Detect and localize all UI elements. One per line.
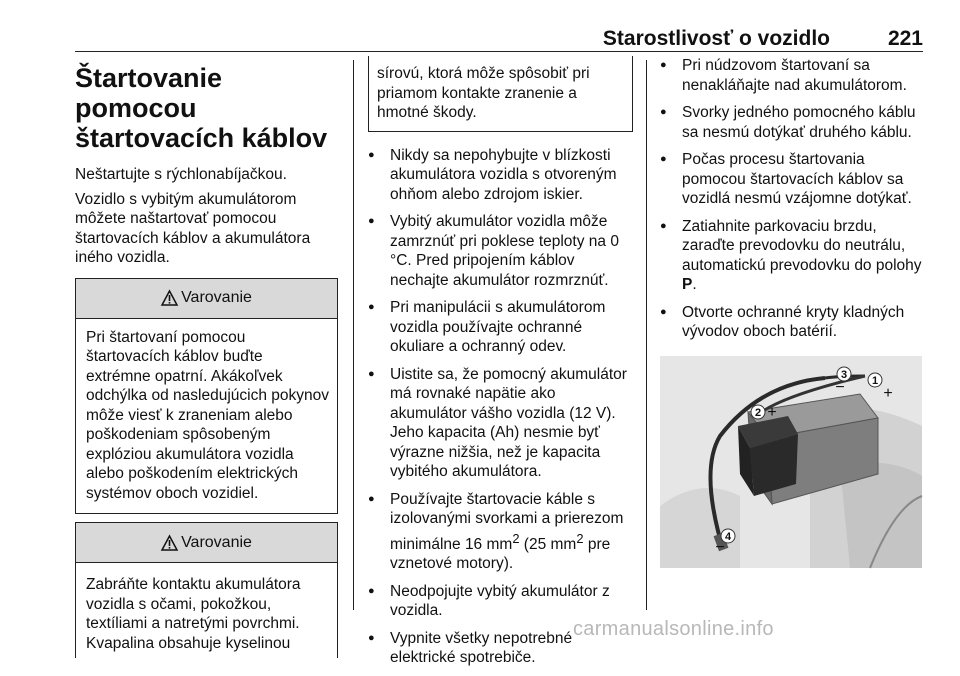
column-left bbox=[75, 56, 338, 658]
warning-continuation: sírovú, ktorá môže spôsobiť pri priamom kontakte zranenie a hmotné škody. bbox=[368, 56, 633, 132]
list-item: ● Používajte štartovacie káble s izolovanými svorkami a prierezom minimálne 16 $mm^2$ (25 $mm^2$ pre vznetové motory). bbox=[368, 490, 633, 574]
minus-sign: − bbox=[835, 378, 845, 396]
column-divider bbox=[646, 60, 647, 610]
jump-start-illustration bbox=[660, 356, 922, 568]
list-item: ● Vypnite všetky nepotrebné elektrické spotrebiče. bbox=[368, 629, 633, 668]
watermark: carmanualsonline.info bbox=[573, 618, 774, 640]
list-item: ● Zatiahnite parkovaciu brzdu, zaraďte prevodovku do neutrálu, automatickú prevodovku do polohy P. bbox=[660, 217, 928, 295]
list-item: ● Nikdy sa nepohybujte v blízkosti akumulátora vozidla s otvoreným ohňom alebo zdrojom iskier. bbox=[368, 146, 633, 205]
warning-box bbox=[75, 278, 338, 515]
list-item: ● Uistite sa, že pomocný akumulátor má rovnaké napätie ako akumulátor vášho vozidla (12 V). Jeho kapacita (Ah) nesmie byť výrazne nižšia, než je kapacita vybitého akumulátora. bbox=[368, 365, 633, 482]
list-item: ● Počas procesu štartovania pomocou štartovacích káblov sa vozidlá nesmú vzájomne dotýkať. bbox=[660, 150, 928, 209]
list-item: ● Pri manipulácii s akumulátorom vozidla používajte ochranné okuliare a ochranný odev. bbox=[368, 298, 633, 357]
warning-box bbox=[75, 522, 338, 658]
running-header-title: Starostlivosť o vozidlo bbox=[602, 27, 830, 50]
plus-sign: + bbox=[767, 403, 777, 421]
list-item: ● Svorky jedného pomocného káblu sa nesmú dotýkať druhého káblu. bbox=[660, 103, 928, 142]
paragraph: Neštartujte s rýchlonabíjačkou. bbox=[75, 166, 287, 183]
list-item: ● Neodpojujte vybitý akumulátor z vozidla. bbox=[368, 582, 633, 621]
section-title: Štartovanie pomocou štartovacích káblov bbox=[75, 63, 328, 153]
warning-triangle-icon bbox=[161, 290, 178, 306]
list-item: ● Vybitý akumulátor vozidla môže zamrznúť pri poklese teploty na 0 °C. Pred pripojením káblov nechajte akumulátor rozmrznúť. bbox=[368, 212, 633, 290]
minus-sign: − bbox=[715, 538, 725, 556]
callout-2: 2 bbox=[754, 406, 762, 419]
paragraph: Vozidlo s vybitým akumulátorom môžete naštartovať pomocou štartovacích káblov a akumulátora iného vozidla. bbox=[75, 190, 311, 266]
header-rule bbox=[75, 51, 923, 52]
warning-text: Pri štartovaní pomocou štartovacích káblov buďte extrémne opatrní. Akákoľvek odchýlka od nasledujúcich pokynov môže viesť k zraneniam alebo poškodeniam spôsobeným explóziou akumulátora vozidla alebo poškodením elektrických systémov oboch vozidiel. bbox=[86, 328, 329, 502]
engine-bay-drawing bbox=[660, 356, 922, 568]
callout-3: 3 bbox=[840, 368, 848, 381]
warning-header: Varovanie bbox=[76, 523, 337, 563]
warning-triangle-icon bbox=[161, 535, 178, 551]
bullet-list bbox=[660, 56, 928, 342]
list-item: ● Otvorte ochranné kryty kladných vývodov oboch batérií. bbox=[660, 303, 928, 342]
callout-1: 1 bbox=[871, 374, 879, 387]
plus-sign: + bbox=[883, 384, 893, 402]
warning-header: Varovanie bbox=[76, 279, 337, 319]
column-divider bbox=[353, 60, 354, 610]
bullet-list bbox=[368, 146, 633, 668]
warning-text: Zabráňte kontaktu akumulátora vozidla s očami, pokožkou, textíliami a natretými povrchmi. Kvapalina obsahuje kyselinou bbox=[86, 576, 301, 652]
callout-4: 4 bbox=[724, 530, 732, 543]
column-right bbox=[660, 56, 928, 568]
list-item: ● Pri núdzovom štartovaní sa nenakláňajte nad akumulátorom. bbox=[660, 56, 928, 95]
page-number: 221 bbox=[887, 27, 923, 50]
column-middle bbox=[368, 56, 633, 676]
